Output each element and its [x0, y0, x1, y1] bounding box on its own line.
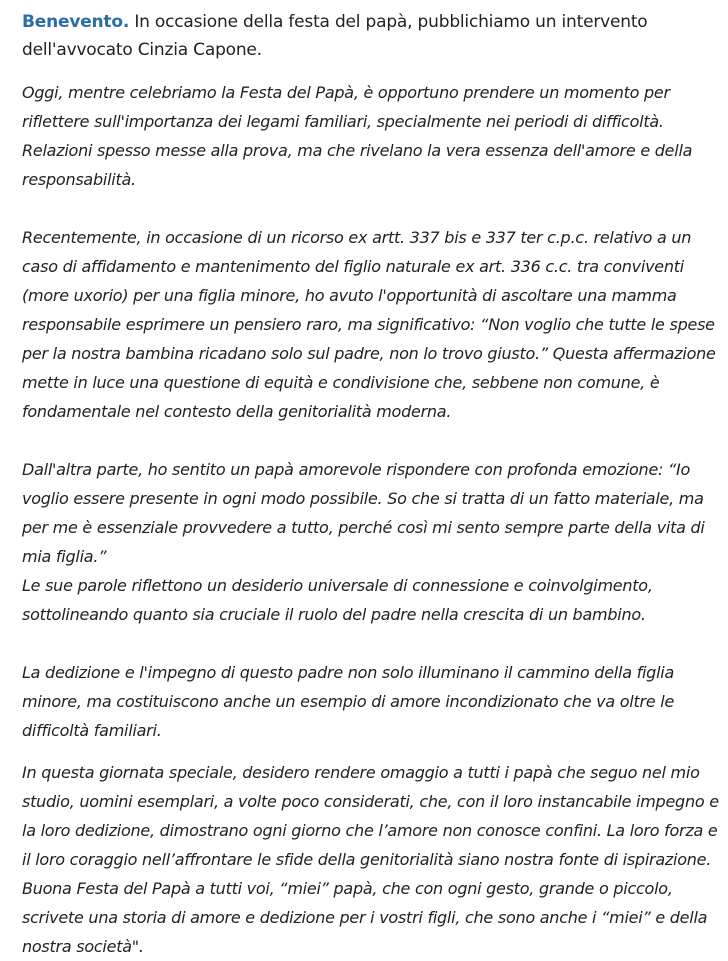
spacer [22, 745, 728, 758]
spacer [22, 194, 728, 223]
spacer [22, 64, 728, 78]
dateline: Benevento. [22, 12, 130, 32]
paragraph-case: Recentemente, in occasione di un ricorso ex artt. 337 bis e 337 ter c.p.c. relativo a un caso di affidamento e mantenimento del figlio naturale ex art. 336 c.c. tra conviventi (more uxorio) per una figlia minore, ho avuto l'opportunità di ascoltare una mamma responsabile esprimere un pensiero raro, ma significativo: “Non voglio che tutte le spese per la nostra bambina ricadano solo sul padre, non lo trovo giusto.” Questa affermazione mette in luce una questione di equità e condivisione che, sebbene non comune, è fondamentale nel contesto della genitorialità moderna. [22, 228, 716, 421]
article-lead [22, 8, 728, 64]
paragraph-intro: Oggi, mentre celebriamo la Festa del Papà, è opportuno prendere un momento per riflettere sull'importanza dei legami familiari, specialmente nei periodi di difficoltà. [22, 83, 670, 131]
paragraph-tribute: In questa giornata speciale, desidero rendere omaggio a tutti i papà che seguo nel mio studio, uomini esemplari, a volte poco considerati, che, con il loro instancabile impegno e la loro dedizione, dimostrano ogni giorno che l’amore non conosce confini. La loro forza e il loro coraggio nell’affrontare le sfide della genitorialità siano nostra fonte di ispirazione. [22, 763, 719, 869]
paragraph-closing: Buona Festa del Papà a tutti voi, “miei” papà, che con ogni gesto, grande o piccolo, scrivete una storia di amore e dedizione per i vostri figli, che sono anche i “miei” e della nostra società". [22, 879, 708, 956]
lead-text: In occasione della festa del papà, pubblichiamo un intervento dell'avvocato Cinzia Capone. [22, 12, 648, 60]
paragraph-father-quote: Dall'altra parte, ho sentito un papà amorevole rispondere con profonda emozione: “Io voglio essere presente in ogni modo possibile. So che si tratta di un fatto materiale, ma per me è essenziale provvedere a tutto, perché così mi sento sempre parte della vita di mia figlia.” [22, 460, 705, 566]
paragraph-relations: Relazioni spesso messe alla prova, ma che rivelano la vera essenza dell'amore e della responsabilità. [22, 141, 693, 189]
spacer [22, 426, 728, 455]
paragraph-reflection: Le sue parole riflettono un desiderio universale di connessione e coinvolgimento, sottolineando quanto sia cruciale il ruolo del padre nella crescita di un bambino. [22, 576, 653, 624]
article-body [22, 0, 728, 961]
spacer [22, 629, 728, 658]
paragraph-dedication: La dedizione e l'impegno di questo padre non solo illuminano il cammino della figlia minore, ma costituiscono anche un esempio di amore incondizionato che va oltre le difficoltà familiari. [22, 663, 675, 740]
